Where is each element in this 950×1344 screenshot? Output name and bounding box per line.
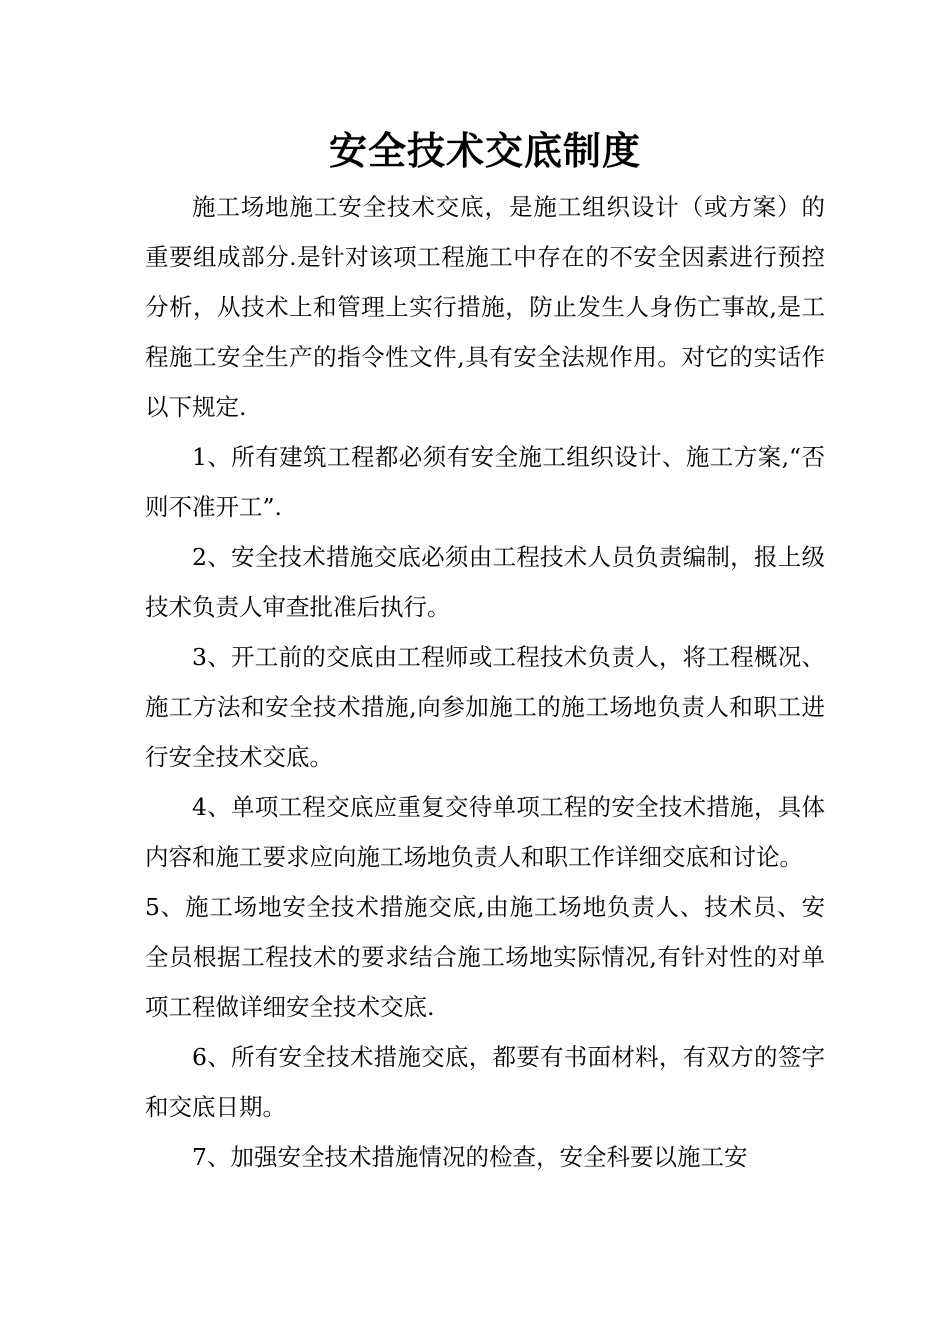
document-page	[145, 120, 825, 1182]
paragraph-rule-4: 4、单项工程交底应重复交待单项工程的安全技术措施，具体内容和施工要求应向施工场地负责人和职工作详细交底和讨论。	[145, 793, 825, 871]
paragraph-intro: 施工场地施工安全技术交底，是施工组织设计（或方案）的重要组成部分.是针对该项工程施工中存在的不安全因素进行预控分析，从技术上和管理上实行措施，防止发生人身伤亡事故,是工程施工安全生产的指令性文件,具有安全法规作用。对它的实话作以下规定.	[145, 193, 825, 421]
paragraph-rule-3: 3、开工前的交底由工程师或工程技术负责人，将工程概况、施工方法和安全技术措施,向参加施工的施工场地负责人和职工进行安全技术交底。	[145, 643, 825, 771]
paragraph-rule-2: 2、安全技术措施交底必须由工程技术人员负责编制，报上级技术负责人审查批准后执行。	[145, 543, 825, 621]
paragraph-rule-5: 5、施工场地安全技术措施交底,由施工场地负责人、技术员、安全员根据工程技术的要求结合施工场地实际情况,有针对性的对单项工程做详细安全技术交底.	[145, 893, 825, 1021]
paragraph-rule-7: 7、加强安全技术措施情况的检查，安全科要以施工安	[192, 1143, 748, 1171]
paragraph-rule-1: 1、所有建筑工程都必须有安全施工组织设计、施工方案,“否则不准开工”.	[145, 443, 825, 521]
document-title: 安全技术交底制度	[328, 129, 641, 173]
paragraph-rule-6: 6、所有安全技术措施交底，都要有书面材料，有双方的签字和交底日期。	[145, 1043, 825, 1121]
